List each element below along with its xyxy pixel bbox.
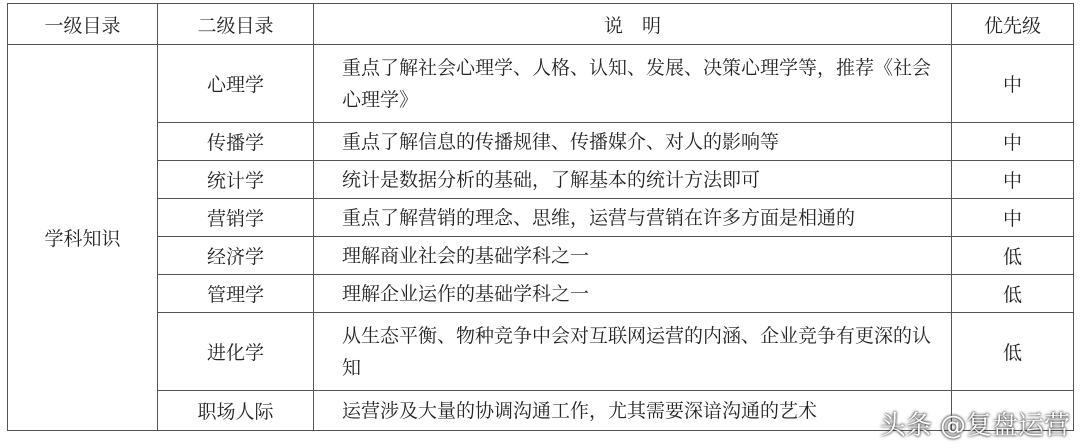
description-cell: 重点了解信息的传播规律、传播媒介、对人的影响等 — [314, 123, 952, 161]
description-cell: 统计是数据分析的基础，了解基本的统计方法即可 — [314, 161, 952, 199]
table-row — [8, 313, 1074, 391]
table-row — [8, 45, 1074, 123]
priority-cell: 低 — [952, 313, 1074, 391]
header-description: 说 明 — [314, 4, 952, 45]
table-row — [8, 275, 1074, 313]
category-cell: 学科知识 — [8, 45, 158, 431]
subcategory-cell: 管理学 — [158, 275, 314, 313]
table-row — [8, 123, 1074, 161]
table-row — [8, 161, 1074, 199]
header-level1: 一级目录 — [8, 4, 158, 45]
priority-cell: 中 — [952, 45, 1074, 123]
subcategory-cell: 传播学 — [158, 123, 314, 161]
priority-cell: 低 — [952, 237, 1074, 275]
priority-cell: 中 — [952, 161, 1074, 199]
subcategory-cell: 统计学 — [158, 161, 314, 199]
subcategory-cell: 经济学 — [158, 237, 314, 275]
description-cell: 从生态平衡、物种竞争中会对互联网运营的内涵、企业竞争有更深的认知 — [314, 313, 952, 391]
subcategory-cell: 营销学 — [158, 199, 314, 237]
description-cell: 重点了解社会心理学、人格、认知、发展、决策心理学等，推荐《社会心理学》 — [314, 45, 952, 123]
header-priority: 优先级 — [952, 4, 1074, 45]
table-row — [8, 237, 1074, 275]
description-cell: 重点了解营销的理念、思维，运营与营销在许多方面是相通的 — [314, 199, 952, 237]
subcategory-cell: 职场人际 — [158, 391, 314, 431]
description-cell: 运营涉及大量的协调沟通工作，尤其需要深谙沟通的艺术 — [314, 391, 952, 431]
priority-cell: 低 — [952, 275, 1074, 313]
subcategory-cell: 心理学 — [158, 45, 314, 123]
header-row — [8, 4, 1074, 45]
description-cell: 理解企业运作的基础学科之一 — [314, 275, 952, 313]
header-level2: 二级目录 — [158, 4, 314, 45]
subcategory-cell: 进化学 — [158, 313, 314, 391]
priority-cell: 中 — [952, 199, 1074, 237]
description-cell: 理解商业社会的基础学科之一 — [314, 237, 952, 275]
table-row — [8, 199, 1074, 237]
priority-cell: 中 — [952, 123, 1074, 161]
watermark: 头条 @复盘运营 — [879, 411, 1070, 441]
knowledge-table — [7, 3, 1074, 431]
